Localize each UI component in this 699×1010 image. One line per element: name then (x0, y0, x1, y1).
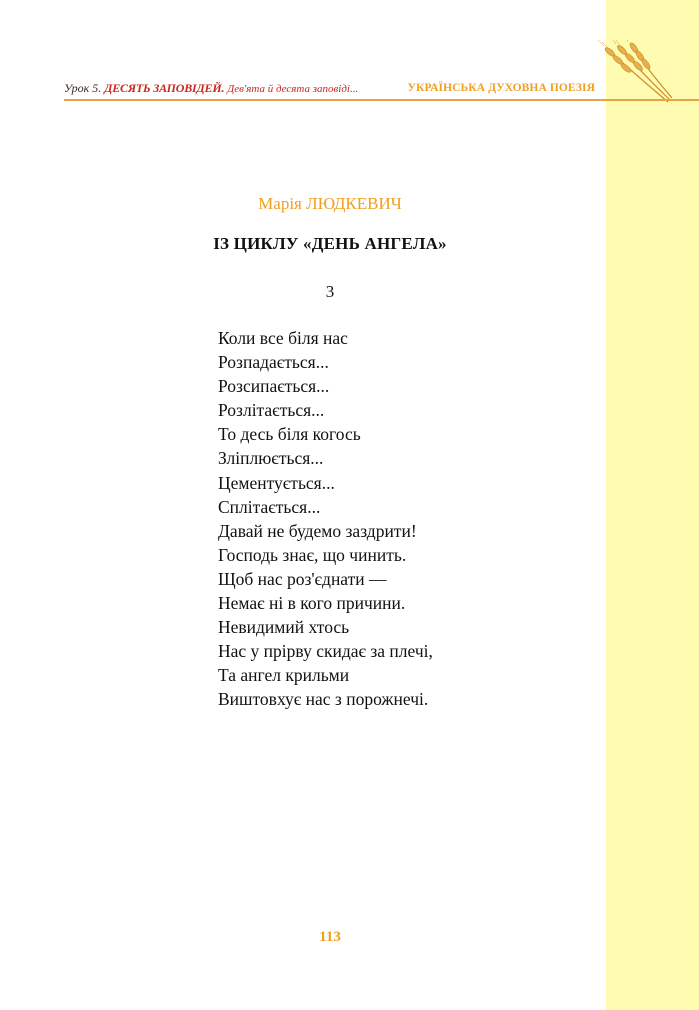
poem-line: Розпадається... (218, 352, 329, 373)
poem-line: Нас у прірву скидає за плечі, (218, 641, 433, 662)
poem-line: Розлітається... (218, 400, 325, 421)
running-header (64, 79, 604, 97)
poem-text (218, 326, 433, 712)
cycle-title: ІЗ ЦИКЛУ «ДЕНЬ АНГЕЛА» (213, 234, 447, 253)
header-rule (64, 99, 699, 101)
poem-number: 3 (325, 282, 335, 301)
header-subtitle: Дев'ята й десята заповіді... (227, 83, 359, 95)
header-section: УКРАЇНСЬКА ДУХОВНА ПОЕЗІЯ (407, 82, 595, 94)
poem-line: Та ангел крильми (218, 665, 350, 686)
poem-line: То десь біля когось (218, 424, 361, 445)
page-number: 113 (319, 929, 341, 945)
poem-line: Невидимий хтось (218, 617, 350, 638)
poem-line: Виштовхує нас з порожнечі. (218, 689, 429, 710)
header-lesson: Урок 5. (64, 81, 102, 95)
author-name: Марія ЛЮДКЕВИЧ (258, 194, 402, 213)
poem-line: Коли все біля нас (218, 328, 348, 348)
poem-line: Зліплюється... (218, 448, 324, 469)
poem-line: Розсипається... (218, 376, 330, 397)
poem-line: Сплітається... (218, 496, 321, 517)
side-color-band (606, 0, 699, 1010)
poem-line: Немає ні в кого причини. (218, 593, 406, 614)
poem-line: Господь знає, що чинить. (218, 544, 407, 565)
header-title: ДЕСЯТЬ ЗАПОВІДЕЙ. (104, 81, 225, 95)
poem-line: Давай не будемо заздрити! (218, 520, 417, 541)
poem-line: Цементується... (218, 472, 335, 493)
poem-line: Щоб нас роз'єднати — (218, 568, 387, 589)
